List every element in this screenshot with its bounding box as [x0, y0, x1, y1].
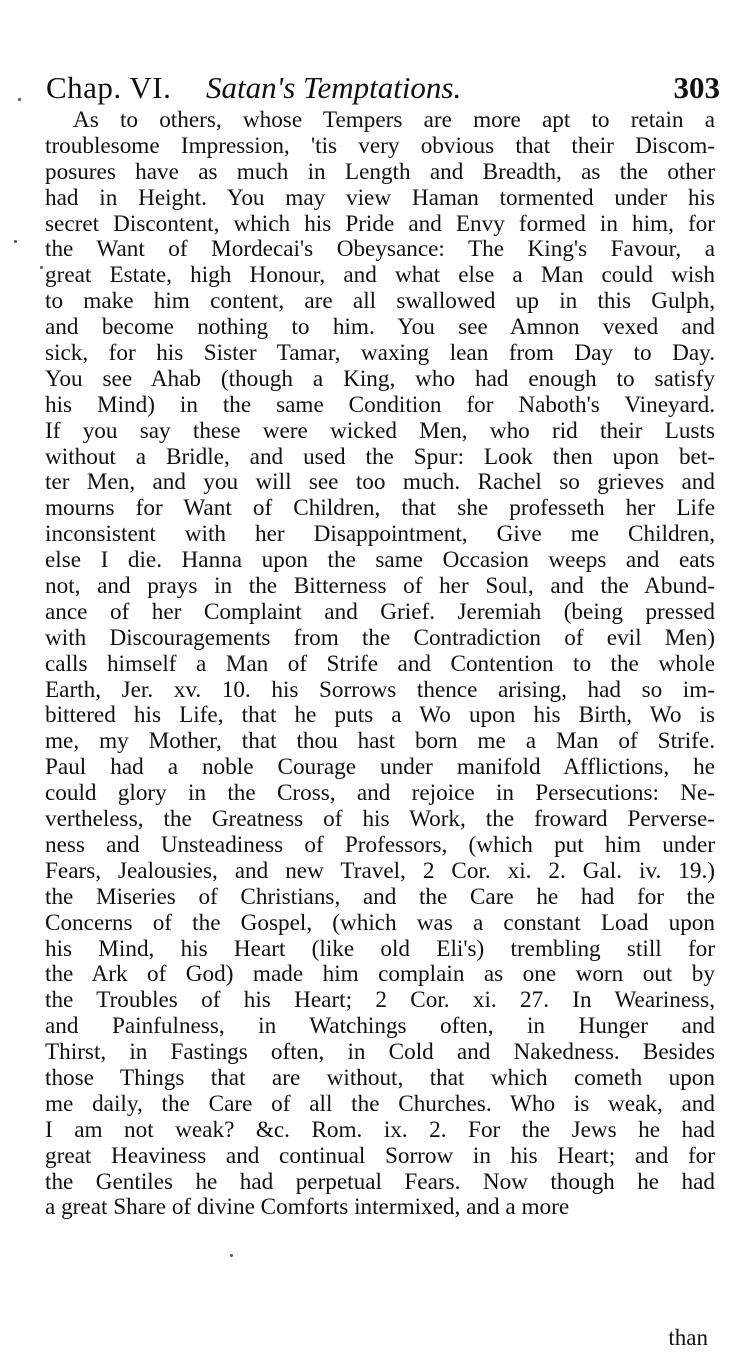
text-line: ness and Unsteadiness of Professors, (which put him under	[45, 831, 715, 858]
text-line: else I die. Hanna upon the same Occasion weeps and eats	[45, 547, 715, 574]
text-line: with Discouragements from the Contradiction of evil Men)	[45, 624, 715, 651]
text-line: Fears, Jealousies, and new Travel, 2 Cor. xi. 2. Gal. iv. 19.)	[45, 857, 715, 884]
text-line: Earth, Jer. xv. 10. his Sorrows thence arising, had so im-	[45, 676, 715, 703]
text-line: the Miseries of Christians, and the Care he had for the	[45, 883, 715, 910]
text-line: You see Ahab (though a King, who had enough to satisfy	[45, 365, 715, 392]
chapter-heading: Chap. VI.	[46, 70, 172, 105]
text-line: his Mind) in the same Condition for Naboth's Vineyard.	[45, 391, 715, 418]
text-line: the Want of Mordecai's Obeysance: The King's Favour, a	[45, 236, 715, 263]
page-number: 303	[673, 70, 720, 105]
body-text	[45, 108, 715, 1221]
text-line: great Estate, high Honour, and what else a Man could wish	[45, 262, 715, 289]
text-line: mourns for Want of Children, that she professeth her Life	[45, 495, 715, 522]
text-line: me daily, the Care of all the Churches. Who is weak, and	[45, 1090, 715, 1117]
text-line: posures have as much in Length and Breadth, as the other	[45, 158, 715, 185]
text-line: me, my Mother, that thou hast born me a Man of Strife.	[45, 728, 715, 755]
running-title: Satan's Temptations.	[206, 70, 462, 105]
text-line: those Things that are without, that which cometh upon	[45, 1064, 715, 1091]
text-line: the Gentiles he had perpetual Fears. Now though he had	[45, 1168, 715, 1195]
text-line: had in Height. You may view Haman tormented under his	[45, 184, 715, 211]
text-line: the Troubles of his Heart; 2 Cor. xi. 27. In Weariness,	[45, 987, 715, 1014]
text-line: As to others, whose Tempers are more apt to retain a	[73, 107, 715, 133]
text-line: not, and prays in the Bitterness of her Soul, and the Abund-	[45, 573, 715, 600]
text-line: and Painfulness, in Watchings often, in Hunger and	[45, 1013, 715, 1040]
speck-mark	[18, 98, 21, 101]
catchword: than	[668, 1325, 708, 1350]
text-line: troublesome Impression, 'tis very obvious that their Discom-	[45, 132, 715, 159]
text-line: to make him content, are all swallowed up in this Gulph,	[45, 288, 715, 315]
text-line: I am not weak? &c. Rom. ix. 2. For the Jews he had	[45, 1116, 715, 1143]
text-line: Thirst, in Fastings often, in Cold and Nakedness. Besides	[45, 1039, 715, 1066]
speck-mark	[230, 1254, 233, 1257]
text-line: sick, for his Sister Tamar, waxing lean from Day to Day.	[45, 340, 715, 367]
text-line: ance of her Complaint and Grief. Jeremiah (being pressed	[45, 598, 715, 625]
text-line: his Mind, his Heart (like old Eli's) trembling still for	[45, 935, 715, 962]
text-line: vertheless, the Greatness of his Work, the froward Perverse-	[45, 806, 715, 833]
text-line: without a Bridle, and used the Spur: Look then upon bet-	[45, 443, 715, 470]
text-line: Concerns of the Gospel, (which was a constant Load upon	[45, 909, 715, 936]
speck-mark	[40, 266, 43, 269]
text-line: could glory in the Cross, and rejoice in Persecutions: Ne-	[45, 780, 715, 807]
speck-mark	[14, 240, 17, 243]
text-line: If you say these were wicked Men, who rid their Lusts	[45, 417, 715, 444]
text-line: calls himself a Man of Strife and Contention to the whole	[45, 650, 715, 677]
text-line: great Heaviness and continual Sorrow in his Heart; and for	[45, 1142, 715, 1169]
text-line: and become nothing to him. You see Amnon vexed and	[45, 314, 715, 341]
text-line: secret Discontent, which his Pride and Envy formed in him, for	[45, 210, 715, 237]
text-line: Paul had a noble Courage under manifold Afflictions, he	[45, 754, 715, 781]
text-line: inconsistent with her Disappointment, Give me Children,	[45, 521, 715, 548]
text-line: ter Men, and you will see too much. Rachel so grieves and	[45, 469, 715, 496]
text-line: bittered his Life, that he puts a Wo upon his Birth, Wo is	[45, 702, 715, 729]
text-line: the Ark of God) made him complain as one worn out by	[45, 961, 715, 988]
text-line: a great Share of divine Comforts intermixed, and a more	[45, 1194, 570, 1221]
